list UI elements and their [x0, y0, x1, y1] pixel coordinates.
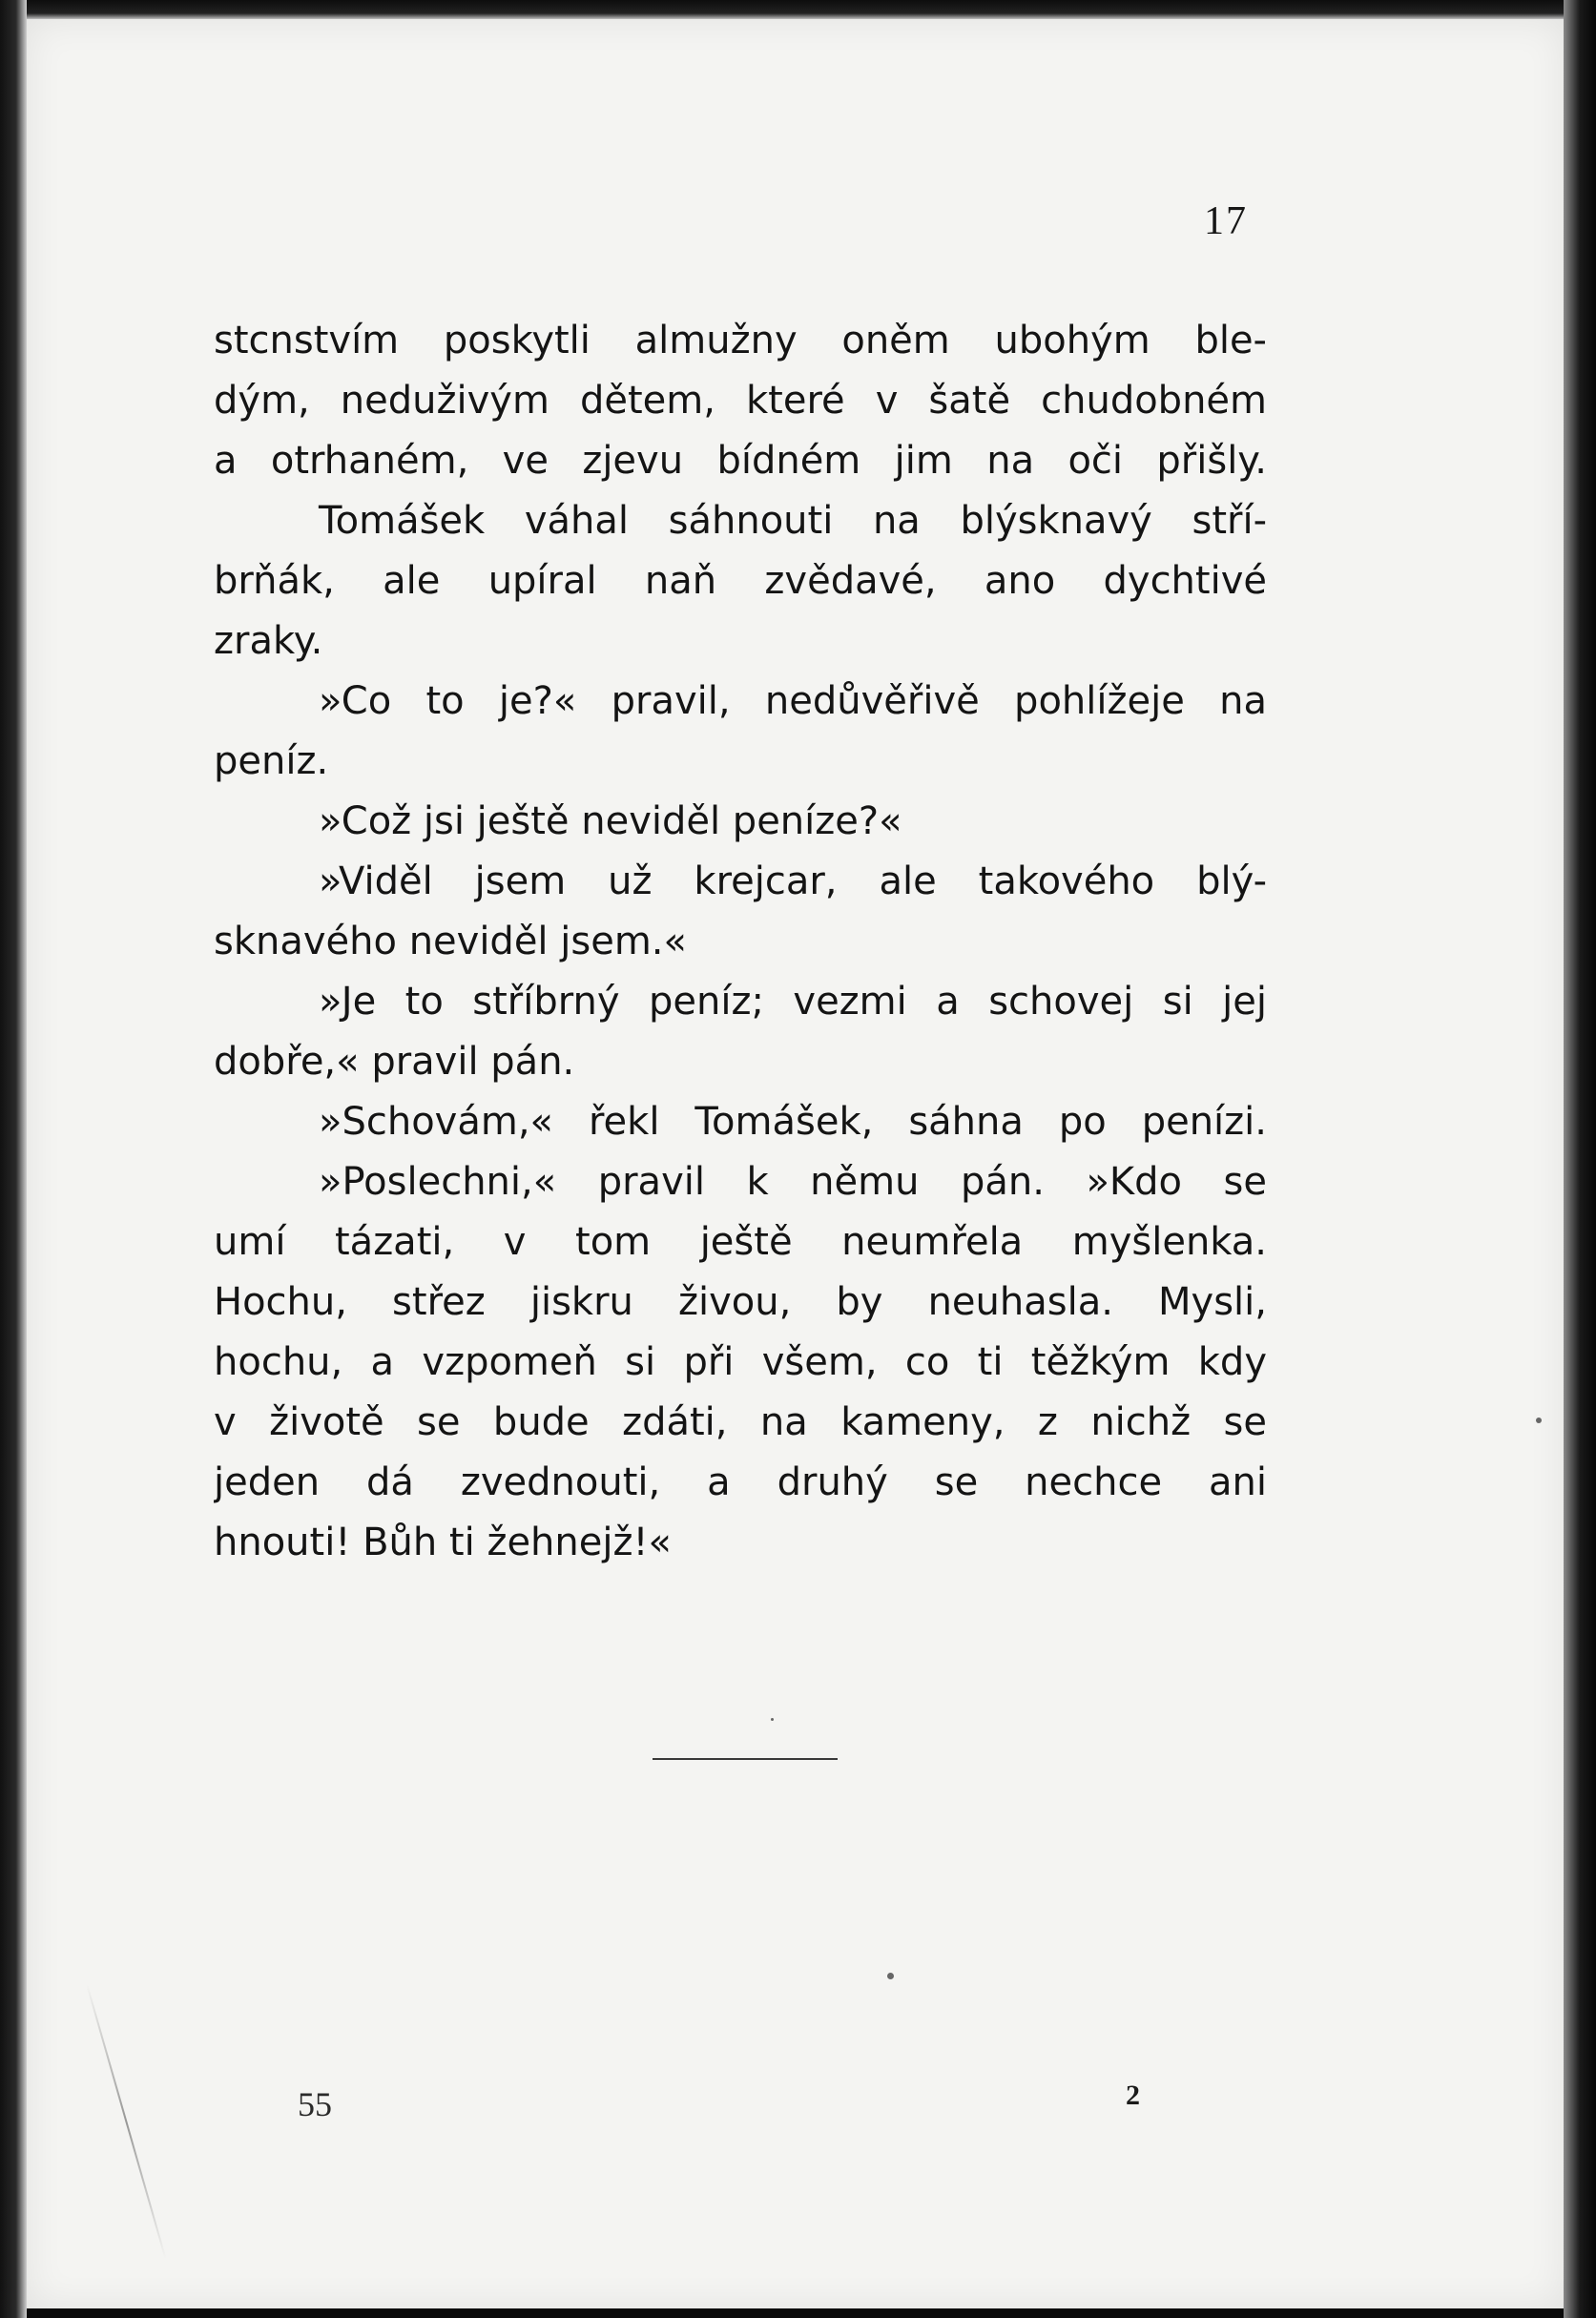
printer-signature-right: 2 — [1126, 2080, 1140, 2111]
text-line: v životě se bude zdáti, na kameny, z nichž se — [214, 1400, 1267, 1444]
text-line: zraky. — [214, 619, 323, 663]
text-line: »Viděl jsem už krejcar, ale takového blý- — [319, 859, 1267, 903]
text-line: a otrhaném, ve zjevu bídném jim na oči přišly. — [214, 439, 1267, 483]
text-line: umí tázati, v tom ještě neumřela myšlenka. — [214, 1220, 1267, 1264]
text-line: hnouti! Bůh ti žehnejž!« — [214, 1521, 672, 1564]
scan-edge-left — [0, 0, 27, 2318]
text-line: dým, neduživým dětem, které v šatě chudobném — [214, 379, 1267, 423]
text-line: jeden dá zvednouti, a druhý se nechce ani — [214, 1460, 1267, 1504]
text-line: »Což jsi ještě neviděl peníze?« — [319, 799, 902, 843]
text-line: brňák, ale upíral naň zvědavé, ano dychtivé — [214, 559, 1267, 603]
scan-edge-right — [1564, 0, 1596, 2318]
text-line: hochu, a vzpomeň si při všem, co ti těžkým kdy — [214, 1340, 1267, 1384]
text-line: »Poslechni,« pravil k němu pán. »Kdo se — [319, 1160, 1267, 1204]
scan-speck — [771, 1718, 774, 1721]
printer-signature-left: 55 — [298, 2085, 332, 2123]
text-line: sknavého neviděl jsem.« — [214, 920, 687, 963]
text-line: »Schovám,« řekl Tomášek, sáhna po penízi. — [319, 1100, 1267, 1144]
text-line: »Co to je?« pravil, nedůvěřivě pohlížeje na — [319, 679, 1267, 723]
body-text — [214, 311, 1267, 1573]
scan-speck — [1536, 1418, 1542, 1423]
text-line: peníz. — [214, 739, 329, 783]
scan-edge-top — [0, 0, 1596, 19]
page-number: 17 — [1204, 199, 1248, 243]
text-line: Hochu, střez jiskru živou, by neuhasla. Mysli, — [214, 1280, 1267, 1324]
section-divider — [653, 1758, 838, 1760]
text-line: stcnstvím poskytli almužny oněm ubohým ble- — [214, 319, 1267, 362]
scan-speck — [887, 1973, 894, 1979]
text-line: dobře,« pravil pán. — [214, 1040, 575, 1084]
text-line: »Je to stříbrný peníz; vezmi a schovej si jej — [319, 980, 1267, 1024]
text-line: Tomášek váhal sáhnouti na blýsknavý stří- — [319, 499, 1267, 543]
